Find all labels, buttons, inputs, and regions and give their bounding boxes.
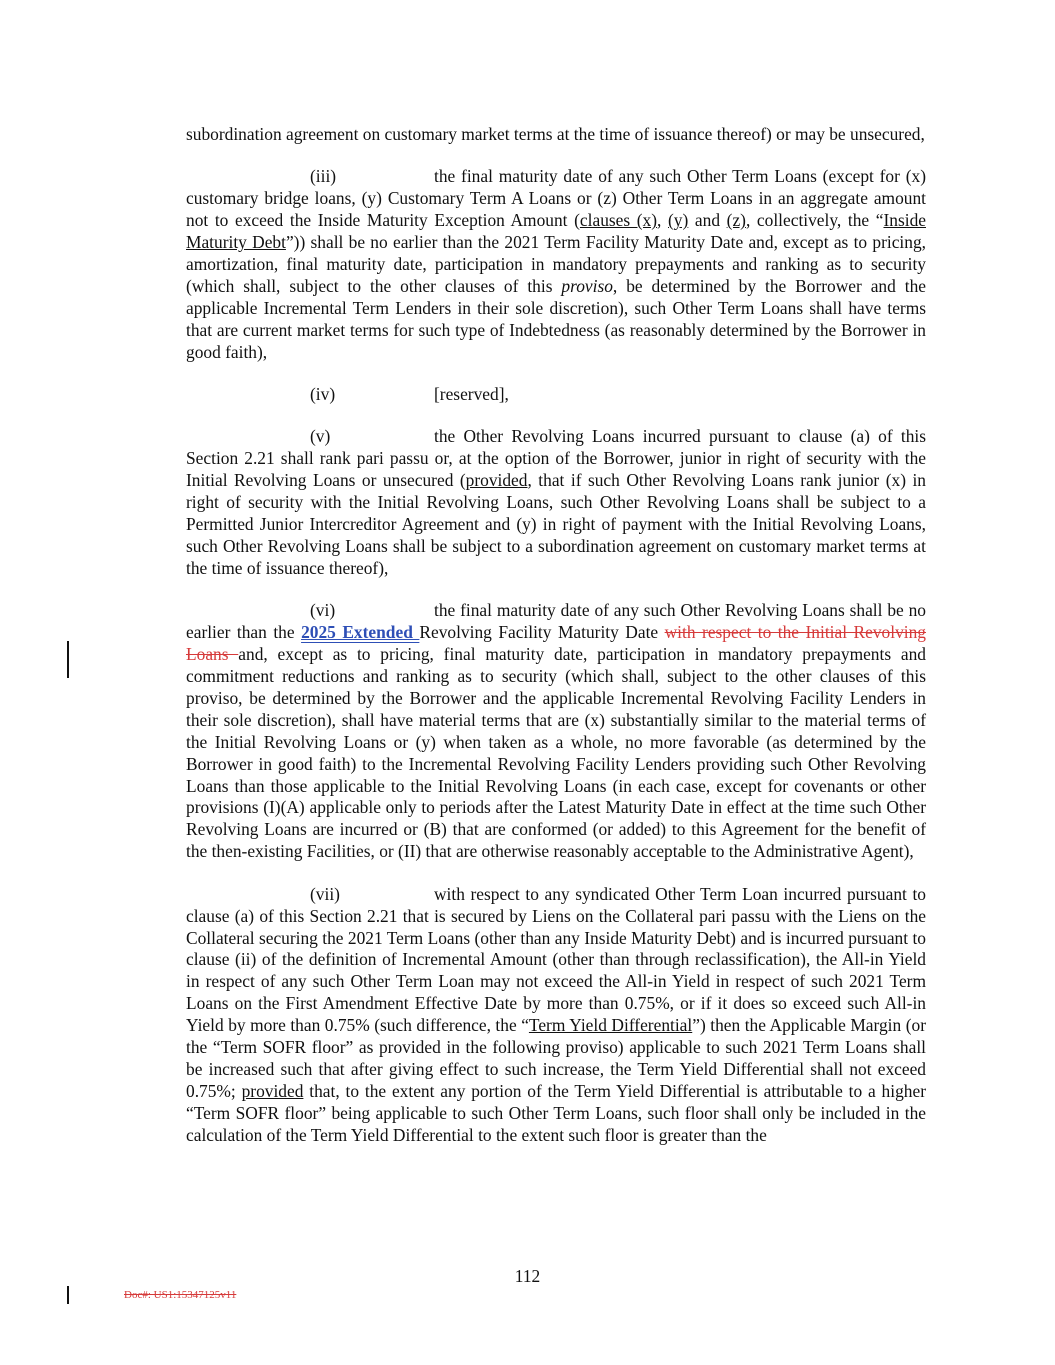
- paragraph-iii: (iii) the final maturity date of any such Other Term Loans (except for (x) customary bridge loans, (y) Customary Term A Loans or (z) Other Term Loans in an aggregate amount not to exceed the Inside Maturity Exception Amount (clauses (x), (y) and (z), collectively, the “Inside Maturity Debt”)) shall be no earlier than the 2021 Term Facility Maturity Date and, except as to pricing, amortization, final maturity date, participation in mandatory prepayments and ranking as to security (which shall, subject to the other clauses of this proviso, be determined by the Borrower and the applicable Incremental Term Lenders in their sole discretion), such Other Term Loans shall have terms that are current market terms for such type of Indebtedness (as reasonably determined by the Borrower in good faith),: [186, 166, 926, 362]
- defined-term: Term Yield Differential: [528, 1015, 693, 1036]
- paragraph-vi: (vi) the final maturity date of any such Other Revolving Loans shall be no earlier than the 2025 Extended Revolving Facility Maturity Date with respect to the Initial Revolving Loans and, except as to pricing, final maturity date, participation in mandatory prepayments and commitment reductions and ranking as to security (which shall, subject to the other clauses of this proviso, be determined by the Borrower and the applicable Incremental Revolving Facility Lenders in their sole discretion), shall have material terms that are (x) substantially similar to the material terms of the Initial Revolving Loans or (y) when taken as a whole, no more favorable (as determined by the Borrower in good faith) to the Incremental Revolving Facility Lenders providing such Other Revolving Loans than those applicable to the Initial Revolving Loans (in each case, except for covenants or other provisions (I)(A) applicable only to periods after the Latest Maturity Date in effect at the time such Other Revolving Loans are incurred or (B) that are conformed (or added) to this Agreement for the benefit of the then-existing Facilities, or (II) that are otherwise reasonably acceptable to the Administrative Agent),: [186, 600, 927, 862]
- paragraph-vii: (vii) with respect to any syndicated Other Term Loan incurred pursuant to clause (a) of this Section 2.21 that is secured by Liens on the Collateral pari passu with the Liens on the Collateral securing the 2021 Term Loans (other than any Inside Maturity Debt) and is incurred pursuant to clause (ii) of the definition of Incremental Amount (other than through reclassification), the All-in Yield in respect of any such Other Term Loan may not exceed the All-in Yield in respect of such 2021 Term Loans on the First Amendment Effective Date by more than 0.75%, or if it does so exceed such All-in Yield by more than 0.75% (such difference, the “Term Yield Differential”) then the Applicable Margin (or the “Term SOFR floor” as provided in the following proviso) applicable to such 2021 Term Loans shall be increased such that after giving effect to such increase, the Term Yield Differential shall not exceed 0.75%; provided that, to the extent any portion of the Term Yield Differential is attributable to a higher “Term SOFR floor” being applicable to such Other Term Loans, such floor shall only be included in the calculation of the Term Yield Differential to the extent such floor is greater than the: [186, 883, 926, 1145]
- clause-number: (vii): [310, 883, 340, 904]
- defined-term: Inside Maturity Debt: [186, 210, 926, 253]
- clause-number: (iii): [310, 166, 337, 187]
- change-bar: [67, 660, 69, 678]
- document-id: Doc#: US1:15347125v11: [124, 1289, 237, 1301]
- page-number: 112: [514, 1266, 541, 1286]
- deleted-text: with respect to the Initial Revolving Loans: [186, 622, 927, 665]
- paragraph-iv: (iv) [reserved],: [310, 384, 509, 405]
- change-bar: [67, 1286, 69, 1304]
- inserted-text: 2025 Extended: [301, 622, 420, 643]
- paragraph-intro: subordination agreement on customary market terms at the time of issuance thereof) or may be unsecured,: [186, 124, 925, 144]
- paragraph-v: (v) the Other Revolving Loans incurred pursuant to clause (a) of this Section 2.21 shall rank pari passu or, at the option of the Borrower, junior in right of security with the Initial Revolving Loans or unsecured (provided, that if such Other Revolving Loans rank junior (x) in right of security with the Initial Revolving Loans, such Other Revolving Loans shall be subject to a Permitted Junior Intercreditor Agreement and (y) in right of payment with the Initial Revolving Loans, such Other Revolving Loans shall be subject to a subordination agreement on customary market terms at the time of issuance thereof),: [186, 426, 926, 578]
- clause-number: (v): [310, 426, 331, 447]
- clause-number: (vi): [310, 600, 336, 621]
- clause-number: (iv): [310, 384, 336, 405]
- change-bar: [67, 641, 69, 660]
- document-body: [186, 124, 926, 1167]
